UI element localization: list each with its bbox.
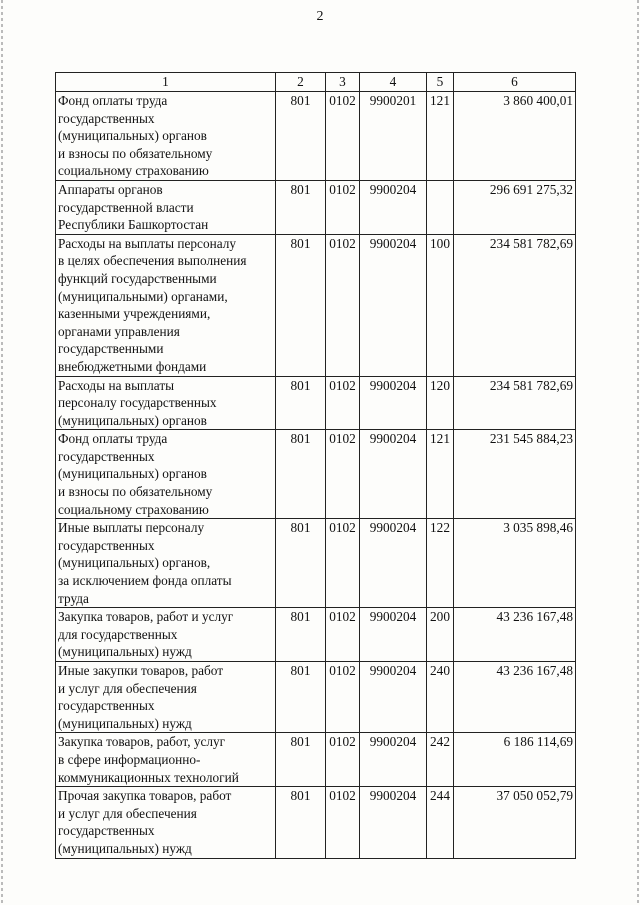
budget-table: [55, 72, 576, 859]
expense-name-line: за исключением фонда оплаты: [58, 573, 232, 589]
section-code-cell: 0102: [326, 180, 360, 234]
expense-name-line: казенными учреждениями,: [58, 306, 211, 322]
table-row: [56, 376, 576, 430]
scan-edge-left: [1, 0, 3, 905]
table-row: [56, 662, 576, 733]
scan-edge-right: [637, 0, 639, 905]
expense-name-cell: [56, 234, 276, 376]
article-code-cell: 9900204: [360, 787, 427, 858]
section-code-cell: 0102: [326, 376, 360, 430]
expense-name-line: в сфере информационно-: [58, 751, 201, 767]
expense-name-cell: [56, 376, 276, 430]
admin-code-cell: 801: [276, 430, 326, 519]
amount-cell: 296 691 275,32: [454, 180, 576, 234]
expense-name-line: государственных: [58, 537, 155, 553]
expense-name-line: Закупка товаров, работ, услуг: [58, 734, 226, 750]
expense-name-cell: [56, 733, 276, 787]
expense-name-line: персоналу государственных: [58, 395, 217, 411]
expense-name-line: государственных: [58, 448, 155, 464]
expense-name-line: труда: [58, 590, 89, 606]
column-header-1: 1: [56, 73, 276, 92]
amount-cell: 234 581 782,69: [454, 376, 576, 430]
admin-code-cell: 801: [276, 787, 326, 858]
expense-type-cell: [427, 180, 454, 234]
table-body: [56, 92, 576, 859]
article-code-cell: 9900204: [360, 733, 427, 787]
column-header-6: 6: [454, 73, 576, 92]
expense-name-line: Расходы на выплаты: [58, 377, 175, 393]
expense-name-line: государственной власти: [58, 199, 194, 215]
expense-name-line: (муниципальных) органов: [58, 466, 207, 482]
expense-name-line: коммуникационных технологий: [58, 769, 239, 785]
admin-code-cell: 801: [276, 608, 326, 662]
expense-name-line: и взносы по обязательному: [58, 484, 213, 500]
table-row: [56, 787, 576, 858]
table-row: [56, 234, 576, 376]
expense-name-line: Иные выплаты персоналу: [58, 520, 205, 536]
expense-name-line: органами управления: [58, 323, 180, 339]
page-number: 2: [316, 9, 324, 24]
expense-name-line: (муниципальными) органами,: [58, 288, 228, 304]
section-code-cell: 0102: [326, 787, 360, 858]
article-code-cell: 9900204: [360, 234, 427, 376]
column-header-5: 5: [427, 73, 454, 92]
expense-name-line: в целях обеспечения выполнения: [58, 253, 247, 269]
expense-name-line: (муниципальных) нужд: [58, 715, 192, 731]
amount-cell: 37 050 052,79: [454, 787, 576, 858]
section-code-cell: 0102: [326, 519, 360, 608]
expense-name-cell: [56, 92, 276, 181]
admin-code-cell: 801: [276, 92, 326, 181]
expense-name-line: государственных: [58, 110, 155, 126]
article-code-cell: 9900204: [360, 519, 427, 608]
expense-name-line: Аппараты органов: [58, 181, 163, 197]
expense-name-line: и взносы по обязательному: [58, 145, 213, 161]
expense-name-cell: [56, 519, 276, 608]
article-code-cell: 9900201: [360, 92, 427, 181]
header-row: [56, 73, 576, 92]
column-header-3: 3: [326, 73, 360, 92]
column-header-4: 4: [360, 73, 427, 92]
expense-name-line: и услуг для обеспечения: [58, 680, 197, 696]
table-row: [56, 519, 576, 608]
expense-type-cell: 121: [427, 430, 454, 519]
expense-name-line: Прочая закупка товаров, работ: [58, 788, 232, 804]
expense-name-line: (муниципальных) органов: [58, 412, 207, 428]
admin-code-cell: 801: [276, 376, 326, 430]
expense-name-line: Фонд оплаты труда: [58, 93, 168, 108]
article-code-cell: 9900204: [360, 662, 427, 733]
expense-name-line: для государственных: [58, 626, 178, 642]
amount-cell: 3 860 400,01: [454, 92, 576, 181]
expense-name-line: (муниципальных) органов,: [58, 555, 211, 571]
expense-name-line: Расходы на выплаты персоналу: [58, 235, 237, 251]
section-code-cell: 0102: [326, 608, 360, 662]
amount-cell: 234 581 782,69: [454, 234, 576, 376]
article-code-cell: 9900204: [360, 430, 427, 519]
expense-name-cell: [56, 608, 276, 662]
expense-name-line: социальному страхованию: [58, 501, 209, 517]
article-code-cell: 9900204: [360, 180, 427, 234]
table-row: [56, 608, 576, 662]
section-code-cell: 0102: [326, 234, 360, 376]
expense-type-cell: 100: [427, 234, 454, 376]
admin-code-cell: 801: [276, 662, 326, 733]
expense-name-line: внебюджетными фондами: [58, 358, 207, 374]
expense-name-line: государственными: [58, 341, 164, 357]
article-code-cell: 9900204: [360, 608, 427, 662]
article-code-cell: 9900204: [360, 376, 427, 430]
expense-name-cell: [56, 787, 276, 858]
expense-type-cell: 122: [427, 519, 454, 608]
expense-name-line: Республики Башкортостан: [58, 217, 209, 233]
section-code-cell: 0102: [326, 430, 360, 519]
table-row: [56, 733, 576, 787]
expense-name-line: функций государственными: [58, 270, 217, 286]
amount-cell: 6 186 114,69: [454, 733, 576, 787]
amount-cell: 43 236 167,48: [454, 608, 576, 662]
expense-type-cell: 242: [427, 733, 454, 787]
expense-name-line: Фонд оплаты труда: [58, 431, 168, 447]
amount-cell: 3 035 898,46: [454, 519, 576, 608]
amount-cell: 231 545 884,23: [454, 430, 576, 519]
expense-name-line: социальному страхованию: [58, 163, 209, 179]
admin-code-cell: 801: [276, 519, 326, 608]
expense-name-cell: [56, 430, 276, 519]
column-header-2: 2: [276, 73, 326, 92]
expense-name-line: Закупка товаров, работ и услуг: [58, 609, 234, 625]
amount-cell: 43 236 167,48: [454, 662, 576, 733]
expense-name-line: Иные закупки товаров, работ: [58, 663, 224, 678]
expense-name-cell: [56, 180, 276, 234]
section-code-cell: 0102: [326, 92, 360, 181]
expense-type-cell: 244: [427, 787, 454, 858]
admin-code-cell: 801: [276, 234, 326, 376]
admin-code-cell: 801: [276, 733, 326, 787]
admin-code-cell: 801: [276, 180, 326, 234]
table-row: [56, 92, 576, 181]
expense-type-cell: 120: [427, 376, 454, 430]
section-code-cell: 0102: [326, 662, 360, 733]
expense-name-line: (муниципальных) органов: [58, 128, 207, 144]
expense-name-line: и услуг для обеспечения: [58, 805, 197, 821]
expense-type-cell: 240: [427, 662, 454, 733]
expense-name-line: (муниципальных) нужд: [58, 840, 192, 856]
table-row: [56, 430, 576, 519]
expense-name-line: государственных: [58, 698, 155, 714]
expense-name-line: (муниципальных) нужд: [58, 644, 192, 660]
expense-type-cell: 121: [427, 92, 454, 181]
table-row: [56, 180, 576, 234]
section-code-cell: 0102: [326, 733, 360, 787]
expense-type-cell: 200: [427, 608, 454, 662]
expense-name-cell: [56, 662, 276, 733]
expense-name-line: государственных: [58, 823, 155, 839]
